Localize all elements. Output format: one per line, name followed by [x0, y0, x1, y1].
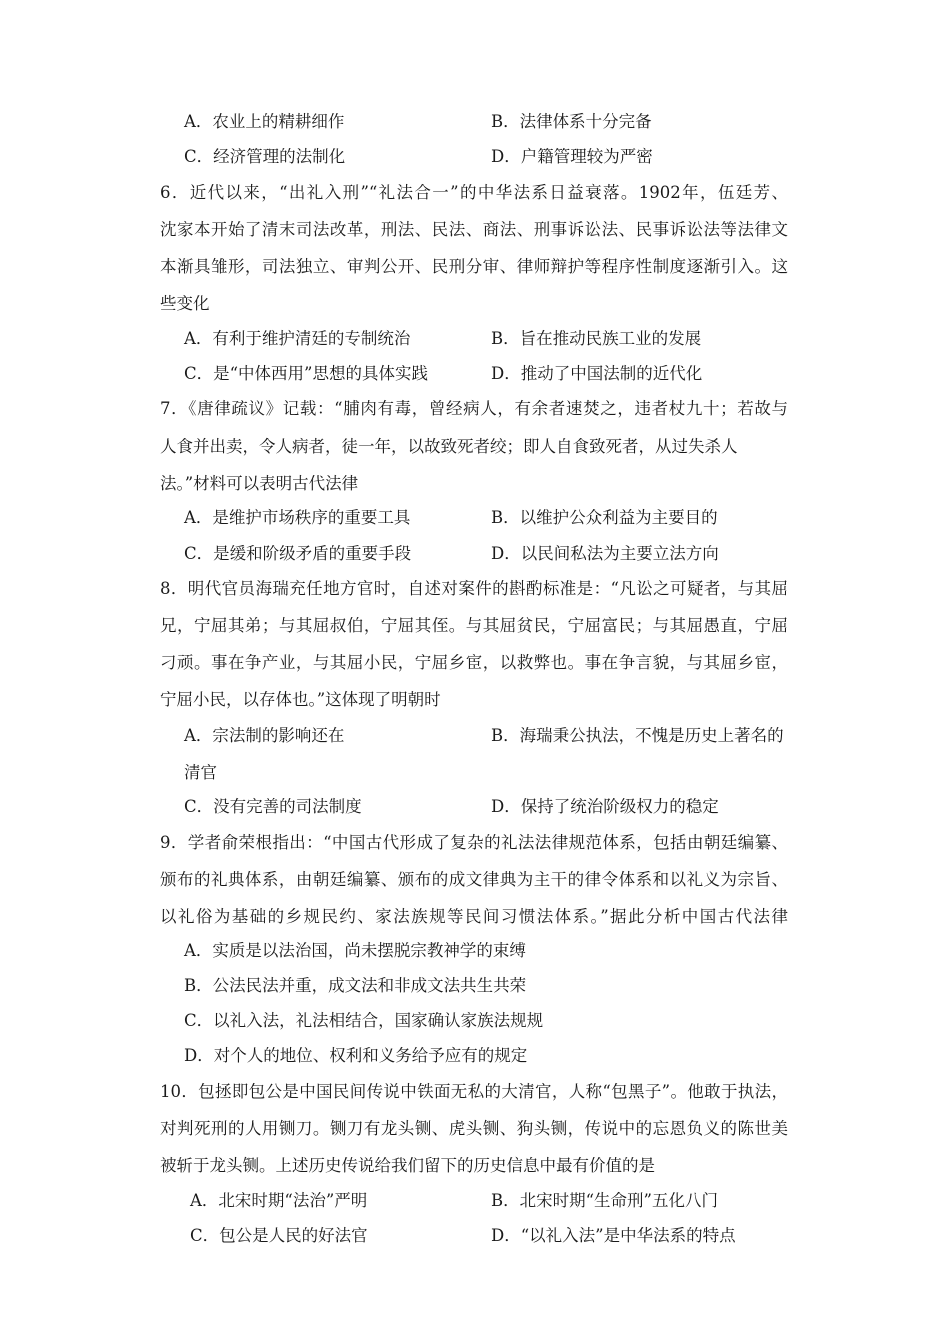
q10-option-c: C．包公是人民的好法官 [190, 1226, 368, 1245]
q5-option-a: A．农业上的精耕细作 [184, 112, 345, 131]
q7-stem-line-3: 法。”材料可以表明古代法律 [160, 474, 359, 493]
q10-option-a: A．北宋时期“法治”严明 [190, 1191, 368, 1210]
q6-option-a: A．有利于维护清廷的专制统治 [184, 329, 411, 348]
q7-option-d: D．以民间私法为主要立法方向 [491, 544, 719, 563]
q6-stem-line-4: 些变化 [160, 294, 210, 313]
q8-stem-line-4: 宁屈小民，以存体也。”这体现了明朝时 [160, 690, 441, 709]
q10-option-b: B．北宋时期“生命刑”五化八门 [491, 1191, 718, 1210]
q8-stem-line-3: 刁顽。事在争产业，与其屈小民，宁屈乡宦，以救弊也。事在争言貌，与其屈乡宦， [160, 653, 788, 672]
q9-option-c: C．以礼入法，礼法相结合，国家确认家族法规规 [184, 1011, 544, 1030]
q5-option-b: B．法律体系十分完备 [491, 112, 652, 131]
q6-option-d: D．推动了中国法制的近代化 [491, 364, 703, 383]
q7-stem-line-2: 人食并出卖，令人病者，徒一年，以故致死者绞；即人自食致死者，从过失杀人 [160, 437, 738, 456]
q8-stem-line-2: 兄，宁屈其弟；与其屈叔伯，宁屈其侄。与其屈贫民，宁屈富民；与其屈愚直，宁屈 [160, 616, 788, 635]
q5-option-d: D．户籍管理较为严密 [491, 147, 653, 166]
q8-option-d: D．保持了统治阶级权力的稳定 [491, 797, 719, 816]
q10-stem-line-2: 对判死刑的人用铡刀。铡刀有龙头铡、虎头铡、狗头铡，传说中的忘恩负义的陈世美 [160, 1119, 788, 1138]
q6-option-b: B．旨在推动民族工业的发展 [491, 329, 702, 348]
q7-option-b: B．以维护公众利益为主要目的 [491, 508, 718, 527]
q7-option-c: C．是缓和阶级矛盾的重要手段 [184, 544, 412, 563]
q9-option-d: D．对个人的地位、权利和义务给予应有的规定 [184, 1046, 528, 1065]
q9-option-b: B．公法民法并重，成文法和非成文法共生共荣 [184, 976, 527, 995]
q8-option-b-continued: 清官 [184, 763, 217, 782]
q6-stem-line-3: 本渐具雏形，司法独立、审判公开、民刑分审、律师辩护等程序性制度逐渐引入。这 [160, 257, 788, 276]
q10-stem-line-3: 被斩于龙头铡。上述历史传说给我们留下的历史信息中最有价值的是 [160, 1156, 655, 1175]
q6-stem-line-2: 沈家本开始了清末司法改革，刑法、民法、商法、刑事诉讼法、民事诉讼法等法律文 [160, 220, 788, 239]
q7-stem-line-1: 7．《唐律疏议》记载：“脯肉有毒，曾经病人，有余者速焚之，违者杖九十；若故与 [160, 399, 788, 418]
q8-stem-line-1: 8．明代官员海瑞充任地方官时，自述对案件的斟酌标准是：“凡讼之可疑者，与其屈 [160, 579, 788, 598]
q8-option-b: B．海瑞秉公执法，不愧是历史上著名的 [491, 726, 784, 745]
q9-option-a: A．实质是以法治国，尚未摆脱宗教神学的束缚 [184, 941, 526, 960]
q6-stem-line-1: 6．近代以来，“出礼入刑”“礼法合一”的中华法系日益衰落。1902年，伍廷芳、 [160, 183, 788, 202]
q6-option-c: C．是“中体西用”思想的具体实践 [184, 364, 428, 383]
q9-stem-line-2: 颁布的礼典体系，由朝廷编纂、颁布的成文律典为主干的律令体系和以礼义为宗旨、 [160, 870, 788, 889]
q8-option-c: C．没有完善的司法制度 [184, 797, 362, 816]
q9-stem-line-1: 9．学者俞荣根指出：“中国古代形成了复杂的礼法法律规范体系，包括由朝廷编纂、 [160, 833, 788, 852]
q10-option-d: D．“以礼入法”是中华法系的特点 [491, 1226, 736, 1245]
q7-option-a: A．是维护市场秩序的重要工具 [184, 508, 411, 527]
q9-stem-line-3: 以礼俗为基础的乡规民约、家法族规等民间习惯法体系。”据此分析中国古代法律 [160, 907, 788, 926]
q5-option-c: C．经济管理的法制化 [184, 147, 346, 166]
q8-option-a: A．宗法制的影响还在 [184, 726, 345, 745]
q10-stem-line-1: 10．包拯即包公是中国民间传说中铁面无私的大清官，人称“包黑子”。他敢于执法， [160, 1082, 788, 1101]
